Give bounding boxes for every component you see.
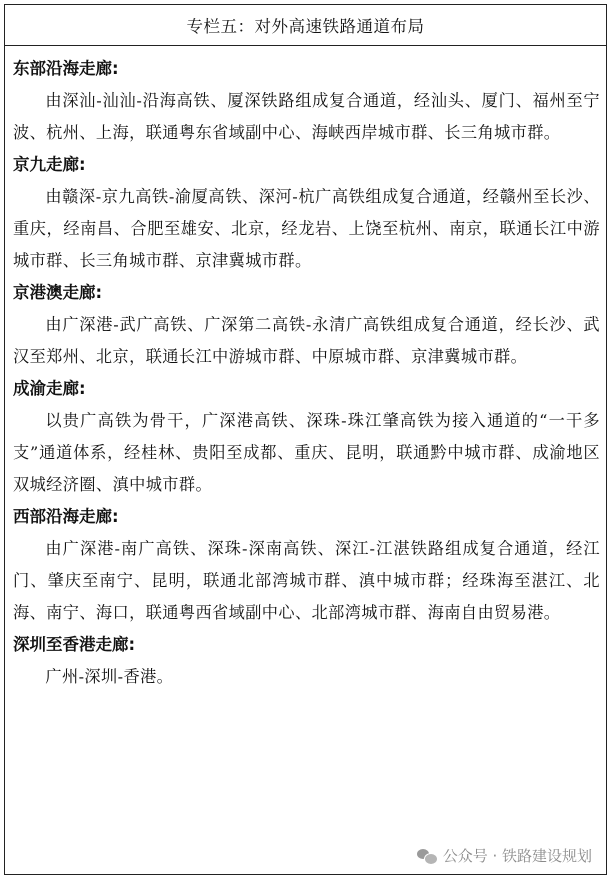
section-body: 由深汕-汕汕-沿海高铁、厦深铁路组成复合通道，经汕头、厦门、福州至宁波、杭州、上海，联通粤东省域副中心、海峡西岸城市群、长三角城市群。 xyxy=(13,91,600,142)
section-title: 京港澳走廊: xyxy=(13,283,103,302)
section-chengyu xyxy=(13,373,600,501)
section-body: 以贵广高铁为骨干，广深港高铁、深珠-珠江肇高铁为接入通道的“一干多支”通道体系，经桂林、贵阳至成都、重庆、昆明，联通黔中城市群、成渝地区双城经济圈、滇中城市群。 xyxy=(13,411,600,494)
section-jingjiu xyxy=(13,149,600,277)
section-jinggangao xyxy=(13,277,600,373)
section-body: 由广深港-南广高铁、深珠-深南高铁、深江-江湛铁路组成复合通道，经江门、肇庆至南宁、昆明，联通北部湾城市群、滇中城市群；经珠海至湛江、北海、南宁、海口，联通粤西省域副中心、北部湾城市群、海南自由贸易港。 xyxy=(13,539,600,622)
section-title: 西部沿海走廊: xyxy=(13,507,119,526)
section-shenzhen-hongkong xyxy=(13,629,600,693)
watermark xyxy=(417,845,592,866)
section-title: 东部沿海走廊: xyxy=(13,59,119,78)
column-box xyxy=(4,4,607,875)
wechat-icon xyxy=(417,848,437,864)
section-title: 深圳至香港走廊: xyxy=(13,635,136,654)
section-body: 广州-深圳-香港。 xyxy=(45,667,174,686)
watermark-text: 公众号 · 铁路建设规划 xyxy=(442,847,592,865)
column-title: 专栏五：对外高速铁路通道布局 xyxy=(5,5,606,46)
section-body: 由广深港-武广高铁、广深第二高铁-永清广高铁组成复合通道，经长沙、武汉至郑州、北京，联通长江中游城市群、中原城市群、京津冀城市群。 xyxy=(13,315,600,366)
section-title: 京九走廊: xyxy=(13,155,86,174)
section-body: 由赣深-京九高铁-渝厦高铁、深河-杭广高铁组成复合通道，经赣州至长沙、重庆，经南昌、合肥至雄安、北京，经龙岩、上饶至杭州、南京，联通长江中游城市群、长三角城市群、京津冀城市群。 xyxy=(13,187,600,270)
section-title: 成渝走廊: xyxy=(13,379,86,398)
section-west-coast xyxy=(13,501,600,629)
section-east-coast xyxy=(13,53,600,149)
content-area xyxy=(13,53,600,693)
